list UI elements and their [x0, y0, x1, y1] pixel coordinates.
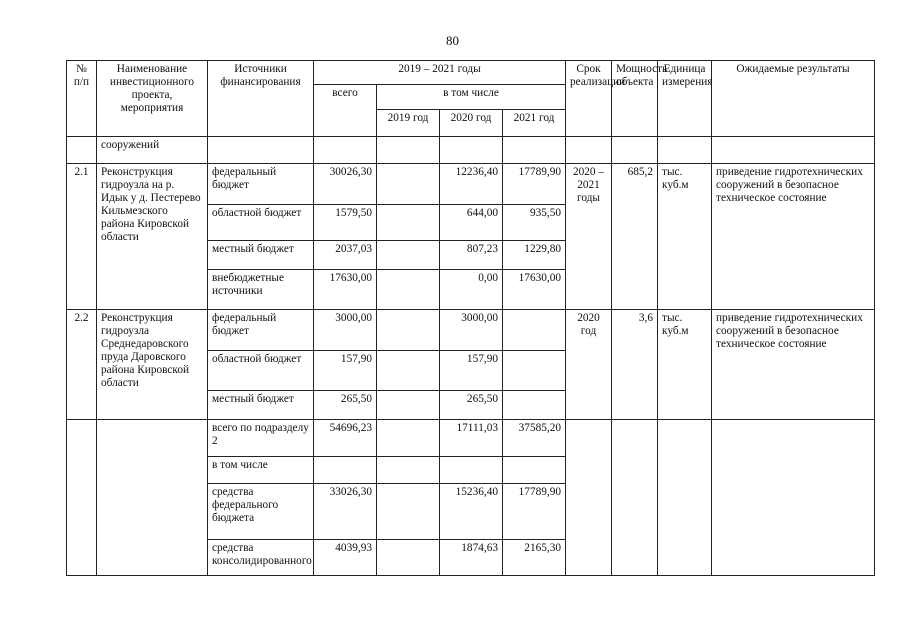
source-cell: федеральный бюджет: [208, 164, 314, 205]
header-name: Наименование инвестиционного проекта, мероприятия: [97, 61, 208, 137]
y2020-cell: 644,00: [440, 205, 503, 241]
total-cell: 2037,03: [314, 241, 377, 270]
y2021-cell: [503, 457, 566, 484]
header-results: Ожидаемые результаты: [712, 61, 875, 137]
total-cell: 17630,00: [314, 270, 377, 310]
project-unit: тыс. куб.м: [658, 310, 712, 420]
y2019-cell: [377, 351, 440, 391]
y2019-cell: [377, 391, 440, 420]
header-period: 2019 – 2021 годы: [314, 61, 566, 85]
header-including: в том числе: [377, 85, 566, 110]
header-num: № п/п: [67, 61, 97, 137]
total-cell: 4039,93: [314, 540, 377, 576]
header-capacity: Мощность объекта: [612, 61, 658, 137]
header-sources: Источники финансирования: [208, 61, 314, 137]
y2021-cell: [503, 351, 566, 391]
project-result: приведение гидротехнических сооружений в безопасное техническое состояние: [712, 164, 875, 310]
y2019-cell: [377, 205, 440, 241]
header-2019: 2019 год: [377, 110, 440, 137]
y2020-cell: 0,00: [440, 270, 503, 310]
y2019-cell: [377, 310, 440, 351]
header-2020: 2020 год: [440, 110, 503, 137]
y2021-cell: 935,50: [503, 205, 566, 241]
y2020-cell: 12236,40: [440, 164, 503, 205]
y2019-cell: [377, 270, 440, 310]
section-row: [67, 137, 875, 164]
source-cell: всего по подразделу 2: [208, 420, 314, 457]
header-term: Срок реализации: [566, 61, 612, 137]
section-label: сооружений: [97, 137, 208, 164]
source-cell: средства консолидированного: [208, 540, 314, 576]
source-cell: в том числе: [208, 457, 314, 484]
project-name: Реконструкция гидроузла Среднедаровского пруда Даровского района Кировской области: [97, 310, 208, 420]
project-name: Реконструкция гидроузла на р. Идык у д. Пестерево Кильмезского района Кировской области: [97, 164, 208, 310]
y2021-cell: 17789,90: [503, 484, 566, 540]
y2021-cell: 37585,20: [503, 420, 566, 457]
y2020-cell: [440, 457, 503, 484]
project-term: 2020 год: [566, 310, 612, 420]
y2019-cell: [377, 241, 440, 270]
total-cell: 30026,30: [314, 164, 377, 205]
table-row: [67, 164, 875, 205]
y2021-cell: [503, 310, 566, 351]
total-cell: 33026,30: [314, 484, 377, 540]
y2020-cell: 265,50: [440, 391, 503, 420]
source-cell: областной бюджет: [208, 351, 314, 391]
y2019-cell: [377, 164, 440, 205]
y2020-cell: 1874,63: [440, 540, 503, 576]
y2021-cell: 17789,90: [503, 164, 566, 205]
y2019-cell: [377, 484, 440, 540]
source-cell: местный бюджет: [208, 391, 314, 420]
project-num: 2.2: [67, 310, 97, 420]
total-cell: [314, 457, 377, 484]
y2021-cell: [503, 391, 566, 420]
y2019-cell: [377, 420, 440, 457]
source-cell: средства федерального бюджета: [208, 484, 314, 540]
project-result: приведение гидротехнических сооружений в безопасное техническое состояние: [712, 310, 875, 420]
source-cell: областной бюджет: [208, 205, 314, 241]
header-2021: 2021 год: [503, 110, 566, 137]
y2020-cell: 157,90: [440, 351, 503, 391]
y2021-cell: 17630,00: [503, 270, 566, 310]
y2020-cell: 15236,40: [440, 484, 503, 540]
project-unit: тыс. куб.м: [658, 164, 712, 310]
table-row: [67, 420, 875, 457]
source-cell: внебюджетные источники: [208, 270, 314, 310]
source-cell: федеральный бюджет: [208, 310, 314, 351]
project-term: 2020 – 2021 годы: [566, 164, 612, 310]
page-number: 80: [446, 33, 459, 48]
project-num: 2.1: [67, 164, 97, 310]
total-cell: 1579,50: [314, 205, 377, 241]
table-row: [67, 310, 875, 351]
y2020-cell: 807,23: [440, 241, 503, 270]
y2021-cell: 1229,80: [503, 241, 566, 270]
y2019-cell: [377, 540, 440, 576]
y2020-cell: 3000,00: [440, 310, 503, 351]
total-cell: 265,50: [314, 391, 377, 420]
y2019-cell: [377, 457, 440, 484]
y2021-cell: 2165,30: [503, 540, 566, 576]
investment-table: [66, 60, 875, 576]
total-cell: 157,90: [314, 351, 377, 391]
y2020-cell: 17111,03: [440, 420, 503, 457]
project-capacity: 3,6: [612, 310, 658, 420]
header-unit: Единица измерения: [658, 61, 712, 137]
header-total: всего: [314, 85, 377, 137]
total-cell: 3000,00: [314, 310, 377, 351]
project-capacity: 685,2: [612, 164, 658, 310]
source-cell: местный бюджет: [208, 241, 314, 270]
total-cell: 54696,23: [314, 420, 377, 457]
